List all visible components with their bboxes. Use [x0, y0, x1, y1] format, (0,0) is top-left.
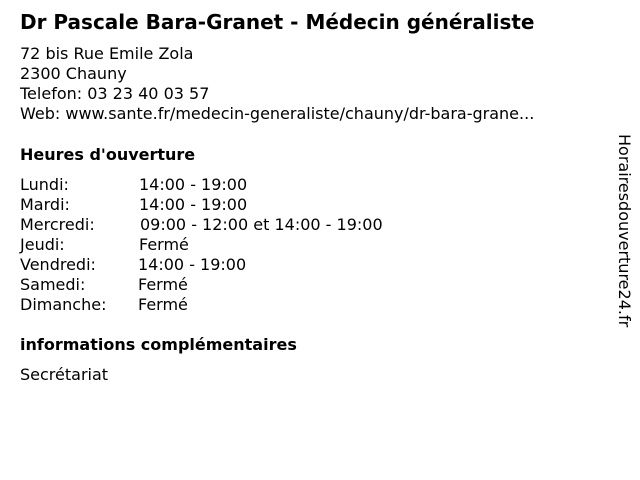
time-value: Fermé	[138, 275, 188, 294]
page-title: Dr Pascale Bara-Granet - Médecin généraliste	[20, 10, 535, 34]
day-label: Vendredi:	[20, 255, 96, 274]
city: 2300 Chauny	[20, 64, 127, 83]
time-value: 14:00 - 19:00	[139, 195, 248, 214]
day-label: Samedi:	[20, 275, 86, 294]
website-link[interactable]: Web: www.sante.fr/medecin-generaliste/chauny/dr-bara-grane...	[20, 104, 535, 123]
time-value: 09:00 - 12:00 et 14:00 - 19:00	[140, 215, 383, 234]
street-address: 72 bis Rue Emile Zola	[20, 44, 194, 63]
time-value: 14:00 - 19:00	[138, 255, 247, 274]
address-block	[20, 44, 534, 124]
day-label: Jeudi:	[20, 235, 65, 254]
time-value: Fermé	[139, 235, 189, 254]
day-label: Lundi:	[20, 175, 69, 194]
phone-number: Telefon: 03 23 40 03 57	[20, 84, 210, 103]
hours-heading: Heures d'ouverture	[20, 145, 196, 164]
time-value: Fermé	[138, 295, 188, 314]
time-value: 14:00 - 19:00	[139, 175, 248, 194]
info-heading: informations complémentaires	[20, 335, 297, 354]
site-brand-watermark: Horairesdouverture24.fr	[615, 134, 634, 328]
info-text: Secrétariat	[20, 365, 109, 384]
day-label: Mardi:	[20, 195, 70, 214]
day-label: Dimanche:	[20, 295, 107, 314]
day-label: Mercredi:	[20, 215, 95, 234]
